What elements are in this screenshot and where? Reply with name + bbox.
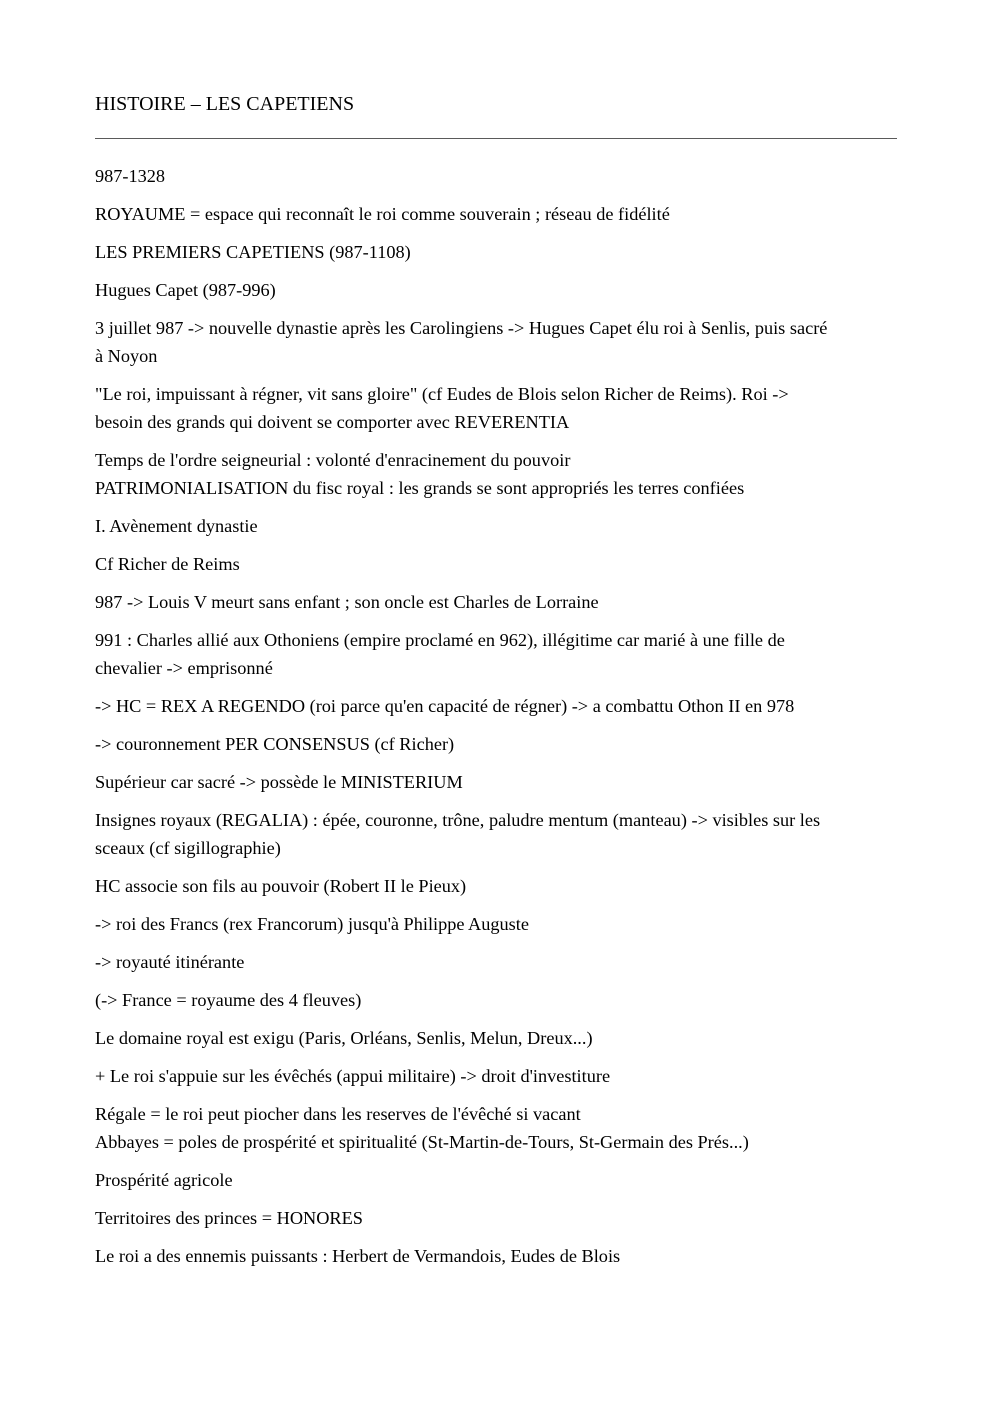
paragraph: Territoires des princes = HONORES xyxy=(95,1208,363,1228)
paragraph: 987-1328 xyxy=(95,166,166,186)
paragraph: Hugues Capet (987-996) xyxy=(95,280,276,300)
paragraph: 991 : Charles allié aux Othoniens (empire proclamé en 962), illégitime car marié à une fille de chevalier -> emprisonné xyxy=(95,630,785,678)
paragraph: -> royauté itinérante xyxy=(95,952,245,972)
paragraph: (-> France = royaume des 4 fleuves) xyxy=(95,990,362,1010)
paragraph: Le domaine royal est exigu (Paris, Orléans, Senlis, Melun, Dreux...) xyxy=(95,1028,593,1048)
document-body xyxy=(95,162,897,1270)
paragraph: 987 -> Louis V meurt sans enfant ; son oncle est Charles de Lorraine xyxy=(95,592,599,612)
paragraph: HC associe son fils au pouvoir (Robert II le Pieux) xyxy=(95,876,467,896)
paragraph: Supérieur car sacré -> possède le MINISTERIUM xyxy=(95,772,463,792)
paragraph: LES PREMIERS CAPETIENS (987-1108) xyxy=(95,242,411,262)
document-title: HISTOIRE – LES CAPETIENS xyxy=(95,93,355,115)
paragraph: ROYAUME = espace qui reconnaît le roi comme souverain ; réseau de fidélité xyxy=(95,204,670,224)
paragraph: -> roi des Francs (rex Francorum) jusqu'à Philippe Auguste xyxy=(95,914,529,934)
paragraph: Le roi a des ennemis puissants : Herbert de Vermandois, Eudes de Blois xyxy=(95,1246,621,1266)
paragraph: I. Avènement dynastie xyxy=(95,516,258,536)
paragraph: Régale = le roi peut piocher dans les reserves de l'évêché si vacant Abbayes = poles de prospérité et spiritualité (St-Martin-de-Tours, St-Germain des Prés...) xyxy=(95,1104,749,1152)
paragraph: -> couronnement PER CONSENSUS (cf Richer) xyxy=(95,734,455,754)
paragraph: 3 juillet 987 -> nouvelle dynastie après les Carolingiens -> Hugues Capet élu roi à Senlis, puis sacré à Noyon xyxy=(95,318,828,366)
paragraph: Cf Richer de Reims xyxy=(95,554,240,574)
paragraph: Insignes royaux (REGALIA) : épée, couronne, trône, paludre mentum (manteau) -> visibles sur les sceaux (cf sigillographie) xyxy=(95,810,821,858)
horizontal-divider xyxy=(95,138,897,139)
paragraph: -> HC = REX A REGENDO (roi parce qu'en capacité de régner) -> a combattu Othon II en 978 xyxy=(95,696,795,716)
paragraph: Prospérité agricole xyxy=(95,1170,233,1190)
paragraph: "Le roi, impuissant à régner, vit sans gloire" (cf Eudes de Blois selon Richer de Reims). Roi -> besoin des grands qui doivent se comporter avec REVERENTIA xyxy=(95,384,789,432)
paragraph: + Le roi s'appuie sur les évêchés (appui militaire) -> droit d'investiture xyxy=(95,1066,611,1086)
paragraph: Temps de l'ordre seigneurial : volonté d'enracinement du pouvoir PATRIMONIALISATION du fisc royal : les grands se sont appropriés les terres confiées xyxy=(95,450,745,498)
